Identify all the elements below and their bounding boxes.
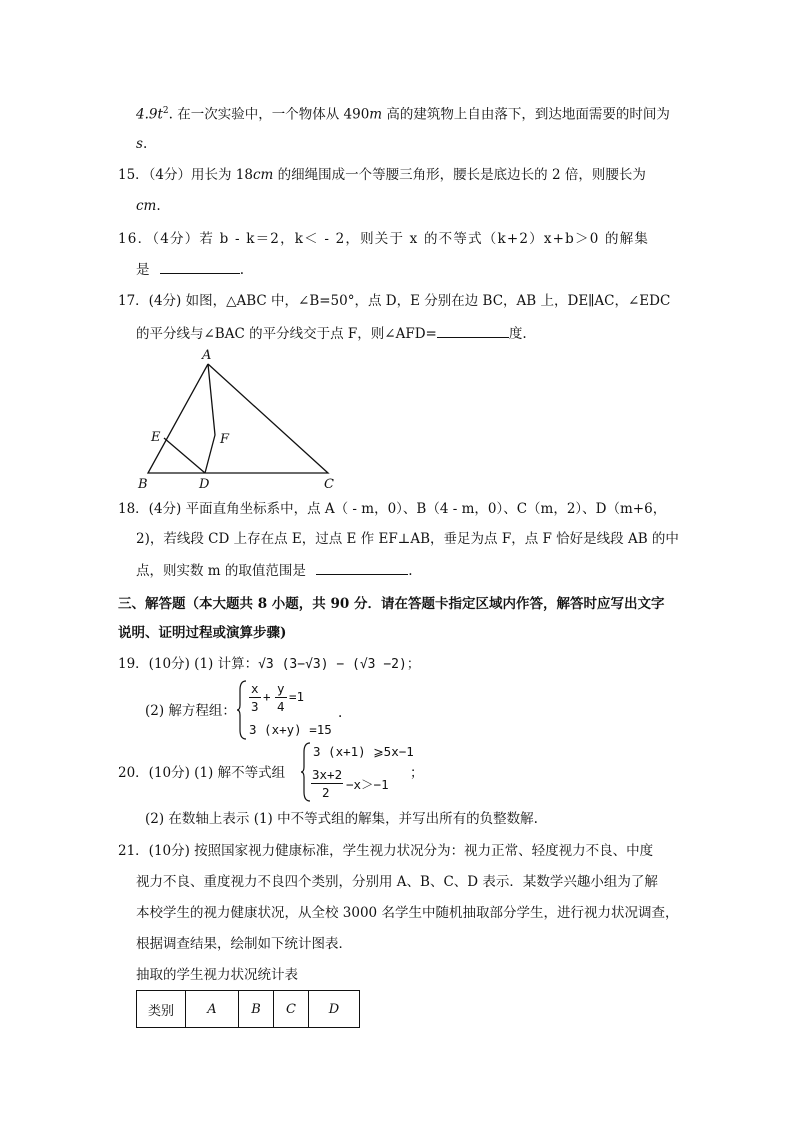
q17-answer-blank[interactable] <box>437 323 509 338</box>
q19-part1 <box>118 655 420 674</box>
figure-label-b: B <box>138 477 148 492</box>
q20-ineq2-rest: −x＞−1 <box>346 777 389 792</box>
figure-label-c: C <box>324 477 334 492</box>
figure-segment-de <box>164 438 205 473</box>
q18-end: . <box>408 563 413 579</box>
q15-unit-cm2: cm <box>136 198 157 214</box>
q19-eq1-y: y <box>277 681 285 696</box>
q16-line2 <box>136 259 244 279</box>
table-header-b: B <box>239 991 274 1028</box>
q14-text: . 在一次实验中，一个物体从 490 <box>168 106 370 123</box>
q18-line1: 18．(4分) 平面直角坐标系中，点 A（ - m，0）、B（4 - m，0）、C（m，2）、D（m+6， <box>118 501 667 517</box>
q14-formula-sup: 2 <box>162 106 169 116</box>
q19-eq1-den4: 4 <box>277 699 285 714</box>
q19-part2-label: (2) 解方程组： <box>145 703 236 719</box>
q17-line2 <box>136 323 527 343</box>
table-row <box>137 991 360 1028</box>
table-header-c: C <box>274 991 309 1028</box>
section3-heading-line2: 说明、证明过程或演算步骤) <box>118 625 287 641</box>
q20-ineq2-fraction-bar <box>311 783 343 784</box>
q14-unit-m: m <box>369 106 383 123</box>
q15-line2 <box>136 197 161 215</box>
q18-answer-blank[interactable] <box>316 560 408 575</box>
q16-end: . <box>239 262 245 278</box>
table-header-category: 类别 <box>137 991 186 1028</box>
q15-text-b: 的细绳围成一个等腰三角形，腰长是底边长的 2 倍，则腰长为 <box>273 167 646 183</box>
q20-system-brace <box>301 742 311 802</box>
q19-eq1-den3: 3 <box>251 699 259 714</box>
q19-system-brace <box>237 680 247 740</box>
q14-line2 <box>136 133 147 153</box>
figure-bisectors-af-df <box>205 364 215 473</box>
table-header-d: D <box>309 991 360 1028</box>
triangle-figure <box>130 342 350 492</box>
q19-eq2: 3 (x+y) =15 <box>249 722 332 737</box>
q18-line3 <box>136 560 412 580</box>
q19-eq1-fraction-bar-y <box>275 697 287 698</box>
figure-label-a: A <box>202 348 212 363</box>
q18-text: 点，则实数 m 的取值范围是 <box>136 563 306 579</box>
q21-line2: 视力不良、重度视力不良四个类别，分别用 A、B、C、D 表示．某数学兴趣小组为了解 <box>136 874 658 890</box>
q20-part1-label: 20．(10分) (1) 解不等式组 <box>118 765 286 781</box>
figure-label-e: E <box>151 430 161 445</box>
q19-eq1-rhs: =1 <box>289 689 305 704</box>
q14-text2: 高的建筑物上自由落下，到达地面需要的时间为 <box>382 106 670 123</box>
q21-line3: 本校学生的视力健康状况，从全校 3000 名学生中随机抽取部分学生，进行视力状况调查， <box>136 905 679 921</box>
q18-line2: 2)，若线段 CD 上存在点 E，过点 E 作 EF⊥AB，垂足为点 F，点 F 恰好是线段 AB 的中 <box>136 531 679 547</box>
q19-eq1-plus: + <box>263 689 271 704</box>
q20-ineq1: 3 (x+1) ⩾5x−1 <box>313 744 414 759</box>
table-header-a: A <box>186 991 239 1028</box>
q16-answer-blank[interactable] <box>160 259 240 274</box>
q14-unit-s: s <box>136 136 143 152</box>
figure-label-d: D <box>199 477 210 492</box>
q19-eq1-x: x <box>251 681 259 696</box>
q19-end: . <box>338 705 343 721</box>
q17-text: 的平分线与∠BAC 的平分线交于点 F，则∠AFD= <box>136 326 437 342</box>
q17-end: 度. <box>508 326 527 342</box>
figure-label-f: F <box>220 432 230 447</box>
q19-expr1: √3 (3−√3) − (√3 −2)； <box>258 657 420 672</box>
q15-text: 15．（4分）用长为 18 <box>118 167 253 183</box>
q14-line1 <box>136 102 670 124</box>
q21-line4: 根据调查结果，绘制如下统计图表． <box>136 936 352 952</box>
q17-line1: 17．(4分) 如图，△ABC 中，∠B=50°，点 D，E 分别在边 BC，AB 上，DE∥AC，∠EDC <box>118 293 671 309</box>
q20-semicolon: ； <box>410 765 424 781</box>
q14-formula: 4.9t <box>136 106 163 123</box>
q15-end: . <box>156 198 161 214</box>
q19-eq1-fraction-bar-x <box>249 697 261 698</box>
q21-table-title: 抽取的学生视力状况统计表 <box>136 967 298 983</box>
q16-text: 是 <box>136 262 150 278</box>
q20-part2: (2) 在数轴上表示 (1) 中不等式组的解集，并写出所有的负整数解. <box>145 811 538 827</box>
q14-end: . <box>142 136 148 152</box>
vision-stat-table <box>136 990 360 1028</box>
q21-line1: 21．(10分) 按照国家视力健康标准，学生视力状况分为：视力正常、轻度视力不良、中度 <box>118 843 654 859</box>
q20-ineq2-num: 3x+2 <box>312 767 343 782</box>
q15-unit-cm1: cm <box>253 167 274 183</box>
q16-line1: 16．（4分）若 b - k＝2，k＜ - 2，则关于 x 的不等式（k+2）x+b＞0 的解集 <box>118 231 650 247</box>
section3-heading-line1: 三、解答题（本大题共 8 小题，共 90 分．请在答题卡指定区域内作答，解答时应写出文字 <box>118 596 665 612</box>
q20-ineq2-den: 2 <box>322 785 330 800</box>
q19-part1-label: 19．(10分) (1) 计算： <box>118 656 259 672</box>
q15-line1 <box>118 166 646 184</box>
figure-triangle-abc <box>148 364 328 473</box>
